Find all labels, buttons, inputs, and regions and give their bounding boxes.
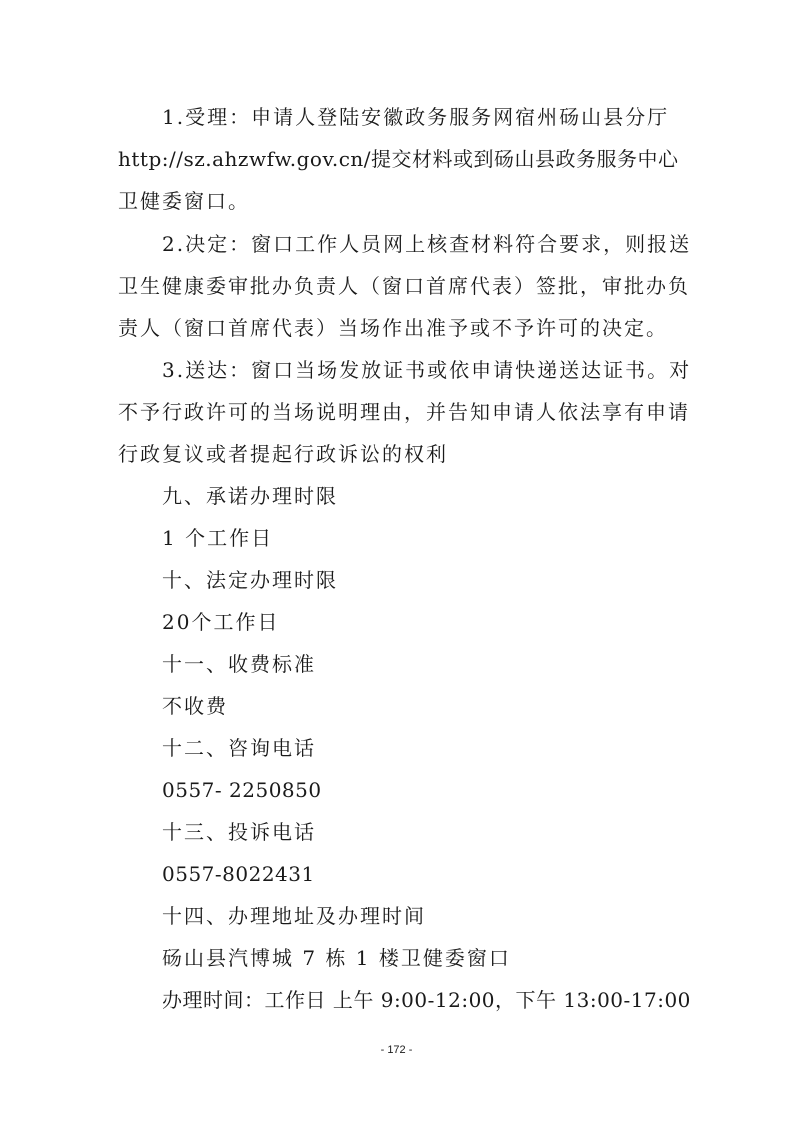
section-heading: 十一、收费标准 bbox=[162, 652, 316, 676]
text-line: 不收费 bbox=[162, 694, 228, 718]
text-line: 3.送达：窗口当场发放证书或依申请快递送达证书。对 bbox=[162, 358, 692, 382]
text-line: 1.受理：申请人登陆安徽政务服务网宿州砀山县分厅 bbox=[162, 105, 670, 129]
text-line: 卫健委窗口。 bbox=[118, 189, 250, 213]
text-line: 行政复议或者提起行政诉讼的权利 bbox=[118, 442, 448, 466]
phone-number: 0557-8022431 bbox=[162, 862, 315, 886]
text-line: 办理时间：工作日 上午 9:00-12:00，下午 13:00-17:00 bbox=[162, 988, 691, 1012]
text-line-url: http://sz.ahzwfw.gov.cn/提交材料或到砀山县政务服务中心 bbox=[118, 147, 679, 171]
text-line: 责人（窗口首席代表）当场作出准予或不予许可的决定。 bbox=[118, 316, 668, 340]
text-line: 20个工作日 bbox=[162, 610, 280, 634]
text-line: 2.决定：窗口工作人员网上核查材料符合要求，则报送 bbox=[162, 232, 692, 256]
text-line: 不予行政许可的当场说明理由，并告知申请人依法享有申请 bbox=[118, 400, 690, 424]
section-heading: 十二、咨询电话 bbox=[162, 736, 316, 760]
section-heading: 九、承诺办理时限 bbox=[162, 484, 338, 508]
text-line: 砀山县汽博城 7 栋 1 楼卫健委窗口 bbox=[162, 946, 511, 970]
text-line: 1 个工作日 bbox=[162, 526, 274, 550]
text-line: 卫生健康委审批办负责人（窗口首席代表）签批，审批办负 bbox=[118, 274, 690, 298]
phone-number: 0557- 2250850 bbox=[162, 778, 322, 802]
section-heading: 十三、投诉电话 bbox=[162, 820, 316, 844]
section-heading: 十、法定办理时限 bbox=[162, 568, 338, 592]
page-number: - 172 - bbox=[380, 1044, 413, 1056]
section-heading: 十四、办理地址及办理时间 bbox=[162, 904, 426, 928]
